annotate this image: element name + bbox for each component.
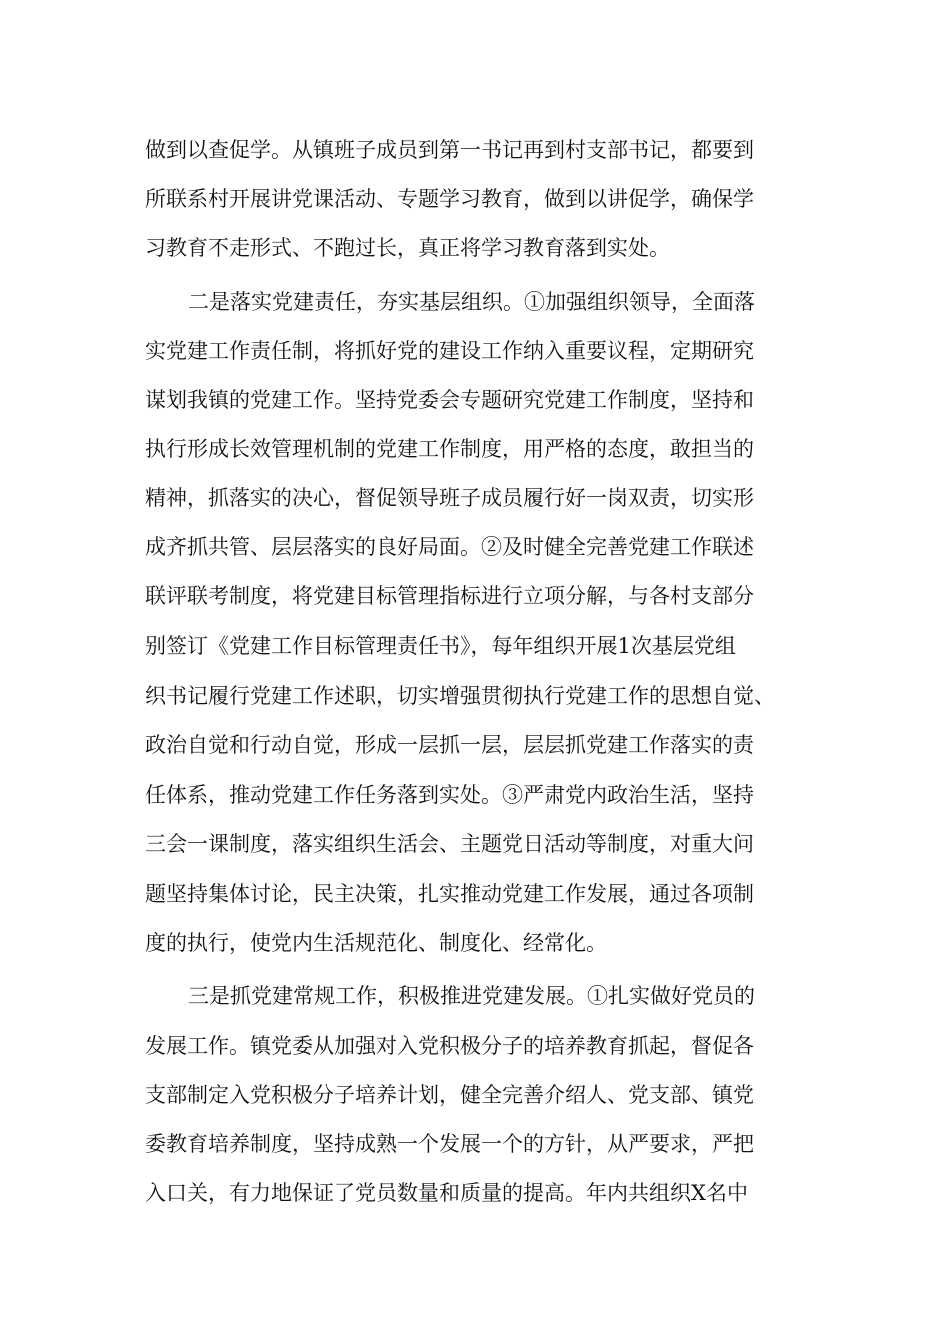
text-line: 执行形成长效管理机制的党建工作制度，用严格的态度，敢担当的 [145, 437, 754, 461]
text-line: 精神，抓落实的决心，督促领导班子成员履行好一岗双责，切实形 [145, 486, 754, 510]
text-line: 入口关，有力地保证了党员数量和质量的提高。年内共组织X名中 [145, 1181, 748, 1205]
text-line: 二是落实党建责任，夯实基层组织。①加强组织领导，全面落 [188, 290, 755, 314]
text-line: 三会一课制度，落实组织生活会、主题党日活动等制度，对重大问 [145, 832, 754, 856]
text-line: 委教育培养制度，坚持成熟一个发展一个的方针，从严要求，严把 [145, 1132, 754, 1156]
text-line: 度的执行，使党内生活规范化、制度化、经常化。 [145, 931, 607, 955]
text-line: 发展工作。镇党委从加强对入党积极分子的培养教育抓起，督促各 [145, 1034, 754, 1058]
text-line: 题坚持集体讨论，民主决策，扎实推动党建工作发展，通过各项制 [145, 882, 754, 906]
text-line: 实党建工作责任制，将抓好党的建设工作纳入重要议程，定期研究 [145, 339, 754, 363]
text-line: 做到以查促学。从镇班子成员到第一书记再到村支部书记，都要到 [145, 138, 754, 162]
text-line: 成齐抓共管、层层落实的良好局面。②及时健全完善党建工作联述 [145, 535, 754, 559]
text-line: 三是抓党建常规工作，积极推进党建发展。①扎实做好党员的 [188, 984, 755, 1008]
text-line: 政治自觉和行动自觉，形成一层抓一层，层层抓党建工作落实的责 [145, 733, 754, 757]
text-line: 别签订《党建工作目标管理责任书》，每年组织开展1次基层党组 [145, 634, 736, 658]
text-line: 习教育不走形式、不跑过长，真正将学习教育落到实处。 [145, 236, 670, 260]
text-line: 联评联考制度，将党建目标管理指标进行立项分解，与各村支部分 [145, 584, 754, 608]
text-line: 所联系村开展讲党课活动、专题学习教育，做到以讲促学，确保学 [145, 187, 754, 211]
text-line: 谋划我镇的党建工作。坚持党委会专题研究党建工作制度，坚持和 [145, 388, 754, 412]
text-line: 支部制定入党积极分子培养计划，健全完善介绍人、党支部、镇党 [145, 1083, 754, 1107]
text-line: 任体系，推动党建工作任务落到实处。③严肃党内政治生活，坚持 [145, 783, 754, 807]
text-line: 织书记履行党建工作述职，切实增强贯彻执行党建工作的思想自觉、 [145, 684, 775, 708]
